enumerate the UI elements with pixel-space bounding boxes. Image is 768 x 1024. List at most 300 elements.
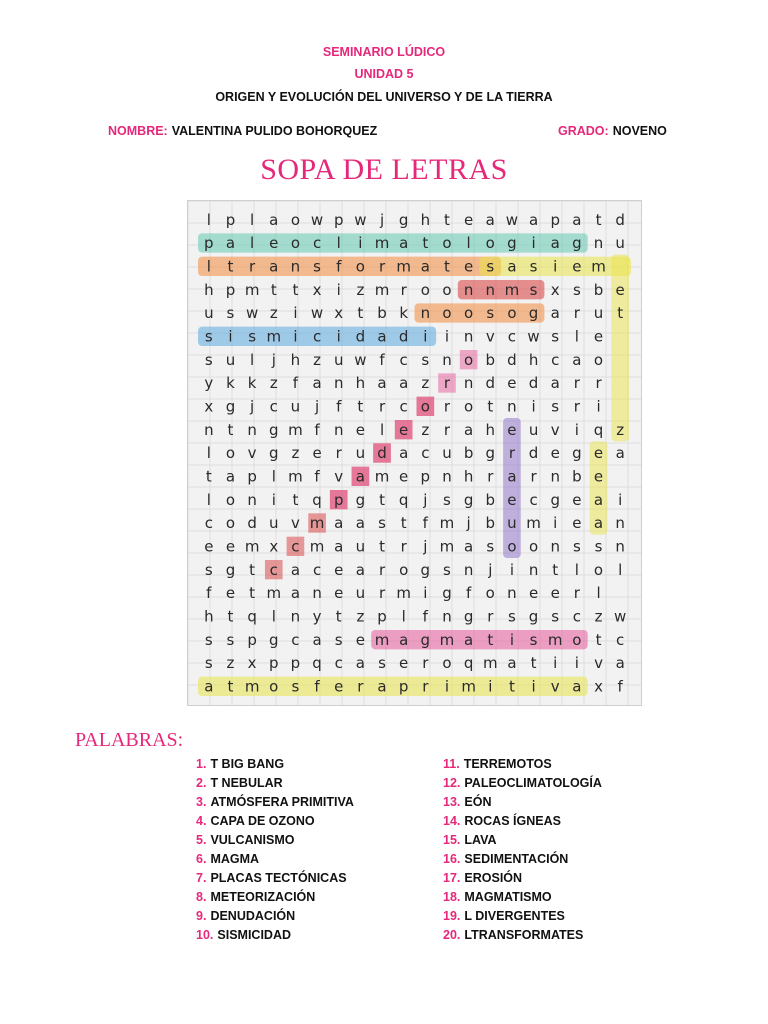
puzzle-letter: e	[464, 210, 474, 229]
puzzle-letter: f	[292, 374, 299, 393]
puzzle-letter: t	[617, 304, 624, 323]
puzzle-letter: o	[420, 397, 430, 416]
puzzle-letter: l	[206, 444, 211, 463]
puzzle-letter: u	[507, 514, 517, 533]
puzzle-letter: n	[463, 327, 474, 346]
puzzle-letter: e	[464, 257, 474, 276]
puzzle-letter: a	[615, 654, 625, 673]
word-number: 4.	[196, 814, 207, 828]
puzzle-letter: m	[244, 537, 260, 556]
grade-value: NOVENO	[612, 124, 667, 138]
puzzle-letter: v	[550, 420, 560, 439]
puzzle-letter: o	[593, 350, 604, 369]
puzzle-letter: v	[550, 677, 560, 696]
word-list-item	[443, 851, 602, 870]
puzzle-letter: r	[400, 537, 407, 556]
puzzle-letter: e	[334, 584, 344, 603]
word-number: 15.	[443, 833, 461, 847]
word-number: 14.	[443, 814, 461, 828]
puzzle-letter: w	[245, 304, 259, 323]
grade-label: GRADO:	[558, 124, 609, 138]
puzzle-letter: l	[250, 210, 255, 229]
puzzle-letter: m	[482, 654, 498, 673]
puzzle-letter: f	[465, 584, 472, 603]
puzzle-letter: a	[507, 654, 517, 673]
puzzle-letter: e	[615, 280, 625, 299]
puzzle-letter: z	[356, 280, 365, 299]
puzzle-letter: r	[443, 420, 451, 439]
puzzle-letter: t	[379, 490, 385, 509]
puzzle-letter: a	[593, 514, 604, 533]
puzzle-letter: p	[225, 280, 236, 299]
puzzle-letter: g	[225, 397, 236, 416]
puzzle-letter: t	[444, 210, 450, 229]
puzzle-letter: l	[250, 350, 255, 369]
puzzle-letter: d	[398, 327, 409, 346]
puzzle-letter: m	[396, 584, 411, 603]
puzzle-letter: r	[573, 304, 580, 323]
puzzle-letter: z	[594, 607, 603, 626]
puzzle-letter: s	[204, 560, 213, 579]
puzzle-letter: i	[358, 234, 363, 253]
puzzle-letter: g	[269, 420, 279, 439]
word-number: 9.	[196, 909, 207, 923]
puzzle-letter: i	[423, 584, 428, 603]
puzzle-letter: g	[442, 584, 452, 603]
word-list-item	[196, 794, 354, 813]
puzzle-letter: e	[572, 490, 582, 509]
puzzle-letter: o	[572, 630, 582, 649]
puzzle-letter: n	[550, 537, 560, 556]
puzzle-letter: t	[292, 280, 299, 299]
puzzle-letter: u	[225, 350, 236, 369]
word-list-item	[443, 908, 602, 927]
puzzle-letter: i	[553, 257, 558, 276]
puzzle-letter: e	[312, 444, 322, 463]
puzzle-letter: i	[293, 327, 298, 346]
puzzle-letter: c	[399, 397, 408, 416]
puzzle-letter: x	[550, 280, 560, 299]
puzzle-letter: m	[309, 537, 325, 556]
puzzle-letter: k	[399, 304, 409, 323]
puzzle-letter: g	[269, 444, 279, 463]
puzzle-letter: e	[507, 374, 517, 393]
puzzle-letter: s	[594, 537, 603, 556]
puzzle-letter: r	[573, 584, 580, 603]
puzzle-letter: w	[354, 210, 367, 229]
word-list-item	[443, 927, 602, 946]
puzzle-letter: a	[485, 210, 495, 229]
puzzle-letter: n	[442, 350, 452, 369]
puzzle-letter: s	[529, 630, 538, 649]
puzzle-letter: a	[269, 257, 279, 276]
word-text: SEDIMENTACIÓN	[464, 852, 569, 866]
puzzle-letter: e	[399, 467, 409, 486]
puzzle-letter: n	[204, 420, 214, 439]
puzzle-letter: l	[574, 327, 579, 346]
word-list-item	[443, 756, 602, 775]
puzzle-letter: m	[504, 280, 520, 299]
puzzle-letter: p	[333, 490, 344, 509]
puzzle-letter: s	[572, 280, 581, 299]
puzzle-letter: s	[443, 560, 451, 579]
puzzle-letter: m	[396, 257, 411, 276]
puzzle-letter: s	[443, 490, 451, 509]
puzzle-letter: i	[488, 677, 493, 696]
puzzle-letter: h	[485, 420, 496, 439]
puzzle-letter: t	[270, 280, 277, 299]
puzzle-letter: u	[528, 420, 539, 439]
puzzle-letter: w	[354, 350, 367, 369]
puzzle-letter: a	[572, 350, 582, 369]
puzzle-letter: x	[247, 654, 257, 673]
puzzle-letter: f	[206, 584, 212, 603]
puzzle-letter: s	[226, 304, 235, 323]
puzzle-letter: r	[530, 467, 537, 486]
puzzle-letter: t	[205, 467, 212, 486]
puzzle-letter: o	[485, 234, 495, 253]
puzzle-letter: l	[401, 607, 406, 626]
puzzle-letter: s	[486, 537, 495, 556]
puzzle-letter: i	[531, 397, 536, 416]
puzzle-letter: o	[464, 350, 474, 369]
puzzle-letter: z	[421, 420, 430, 439]
puzzle-letter: s	[226, 630, 235, 649]
puzzle-letter: j	[488, 560, 493, 579]
word-list-item	[443, 775, 602, 794]
puzzle-letter: r	[595, 374, 602, 393]
puzzle-letter: s	[486, 304, 495, 323]
puzzle-letter: m	[374, 234, 390, 253]
word-text: T NEBULAR	[210, 776, 283, 790]
puzzle-letter: e	[572, 514, 582, 533]
word-list-item	[443, 889, 602, 908]
word-list-item	[443, 813, 602, 832]
puzzle-letter: d	[528, 444, 539, 463]
puzzle-letter: n	[290, 257, 301, 276]
puzzle-letter: m	[374, 630, 390, 649]
puzzle-letter: p	[377, 607, 387, 626]
puzzle-letter: c	[269, 560, 278, 579]
highlight-stroke	[198, 233, 588, 252]
puzzle-letter: h	[463, 467, 474, 486]
puzzle-letter: n	[507, 397, 517, 416]
puzzle-letter: x	[269, 537, 279, 556]
puzzle-letter: t	[400, 514, 407, 533]
puzzle-letter: j	[423, 537, 428, 556]
puzzle-letter: g	[463, 607, 474, 626]
puzzle-letter: i	[423, 327, 428, 346]
puzzle-letter: t	[595, 630, 602, 649]
puzzle-letter: h	[290, 350, 301, 369]
puzzle-letter: a	[464, 630, 474, 649]
puzzle-letter: p	[247, 630, 257, 649]
puzzle-letter: c	[204, 514, 213, 533]
puzzle-letter: t	[379, 537, 385, 556]
puzzle-letter: g	[528, 304, 539, 323]
puzzle-letter: n	[247, 420, 257, 439]
puzzle-letter: c	[269, 397, 278, 416]
puzzle-letter: h	[420, 210, 431, 229]
puzzle-letter: r	[378, 397, 386, 416]
puzzle-letter: s	[421, 350, 430, 369]
puzzle-letter: c	[291, 537, 300, 556]
puzzle-letter: r	[422, 677, 429, 696]
puzzle-letter: c	[507, 327, 517, 346]
puzzle-letter: a	[550, 304, 560, 323]
puzzle-letter: s	[529, 280, 538, 299]
puzzle-letter: g	[269, 630, 279, 649]
puzzle-letter: z	[269, 304, 278, 323]
puzzle-letter: a	[204, 677, 214, 696]
puzzle-letter: s	[508, 607, 516, 626]
puzzle-letter: a	[550, 234, 560, 253]
puzzle-letter: s	[204, 327, 213, 346]
puzzle-letter: u	[593, 304, 604, 323]
puzzle-letter: o	[290, 234, 301, 253]
puzzle-letter: c	[312, 234, 322, 253]
puzzle-letter: s	[551, 327, 560, 346]
puzzle-letter: a	[312, 374, 322, 393]
puzzle-letter: g	[528, 607, 539, 626]
puzzle-letter: a	[290, 584, 301, 603]
word-number: 10.	[196, 928, 214, 942]
puzzle-letter: u	[355, 444, 366, 463]
puzzle-letter: h	[528, 350, 539, 369]
puzzle-letter: g	[550, 490, 560, 509]
words-heading: PALABRAS:	[75, 729, 184, 751]
puzzle-letter: a	[420, 257, 430, 276]
word-list-item	[196, 851, 354, 870]
puzzle-letter: i	[271, 490, 276, 509]
puzzle-letter: n	[485, 280, 496, 299]
puzzle-letter: i	[509, 630, 515, 649]
puzzle-letter: w	[310, 210, 324, 229]
word-list-item	[196, 870, 354, 889]
puzzle-letter: s	[334, 630, 343, 649]
puzzle-letter: e	[225, 584, 236, 603]
puzzle-letter: o	[464, 397, 474, 416]
puzzle-letter: o	[507, 304, 517, 323]
puzzle-letter: h	[204, 607, 214, 626]
puzzle-letter: l	[596, 584, 601, 603]
word-text: ROCAS ÍGNEAS	[464, 814, 561, 828]
puzzle-letter: m	[288, 467, 303, 486]
puzzle-letter: c	[572, 607, 581, 626]
puzzle-letter: b	[485, 350, 496, 369]
puzzle-letter: q	[398, 490, 409, 509]
puzzle-letter: n	[333, 420, 344, 439]
puzzle-letter: e	[225, 537, 236, 556]
puzzle-letter: a	[615, 444, 625, 463]
puzzle-letter: j	[379, 210, 385, 229]
word-number: 5.	[196, 833, 207, 847]
puzzle-letter: t	[227, 677, 234, 696]
puzzle-letter: s	[248, 327, 257, 346]
puzzle-letter: m	[461, 677, 476, 696]
puzzle-letter: s	[529, 257, 538, 276]
puzzle-letter: n	[615, 514, 625, 533]
puzzle-letter: i	[444, 327, 450, 346]
puzzle-letter: n	[290, 607, 301, 626]
puzzle-letter: g	[572, 444, 582, 463]
puzzle-letter: m	[288, 420, 303, 439]
puzzle-letter: n	[463, 374, 474, 393]
puzzle-letter: p	[247, 467, 257, 486]
word-text: L DIVERGENTES	[464, 909, 565, 923]
word-text: EROSIÓN	[464, 871, 523, 885]
puzzle-letter: d	[615, 210, 625, 229]
puzzle-letter: w	[505, 210, 519, 229]
puzzle-letter: v	[594, 654, 603, 673]
puzzle-letter: r	[573, 397, 580, 416]
puzzle-letter: n	[550, 467, 560, 486]
puzzle-letter: z	[616, 420, 625, 439]
word-number: 16.	[443, 852, 461, 866]
puzzle-letter: a	[572, 677, 582, 696]
puzzle-letter: t	[444, 257, 450, 276]
puzzle-letter: g	[463, 490, 474, 509]
puzzle-letter: r	[400, 280, 407, 299]
puzzle-letter: r	[443, 397, 451, 416]
puzzle-letter: w	[614, 607, 627, 626]
word-text: MAGMATISMO	[464, 890, 552, 904]
puzzle-letter: e	[593, 327, 604, 346]
puzzle-letter: e	[593, 467, 604, 486]
puzzle-letter: s	[204, 654, 213, 673]
puzzle-letter: q	[312, 654, 322, 673]
puzzle-letter: m	[266, 327, 282, 346]
puzzle-letter: e	[528, 584, 539, 603]
puzzle-letter: x	[312, 280, 322, 299]
puzzle-letter: z	[269, 374, 278, 393]
puzzle-letter: o	[485, 584, 495, 603]
word-number: 20.	[443, 928, 461, 942]
puzzle-letter: a	[399, 630, 409, 649]
puzzle-letter: a	[355, 514, 365, 533]
word-number: 13.	[443, 795, 461, 809]
puzzle-letter: a	[464, 537, 474, 556]
puzzle-letter: q	[463, 654, 474, 673]
word-list-item	[196, 908, 354, 927]
puzzle-letter: r	[335, 444, 342, 463]
puzzle-letter: x	[204, 397, 214, 416]
puzzle-letter: f	[336, 397, 342, 416]
puzzle-letter: t	[487, 630, 494, 649]
name-label: NOMBRE:	[108, 124, 168, 138]
puzzle-letter: s	[291, 677, 300, 696]
puzzle-letter: r	[443, 374, 451, 393]
puzzle-letter: t	[227, 607, 234, 626]
puzzle-letter: r	[573, 374, 580, 393]
puzzle-letter: n	[247, 490, 257, 509]
puzzle-letter: m	[439, 514, 455, 533]
puzzle-letter: g	[507, 234, 517, 253]
puzzle-letter: f	[314, 467, 320, 486]
puzzle-letter: f	[379, 350, 385, 369]
puzzle-letter: a	[399, 444, 409, 463]
puzzle-letter: a	[507, 467, 517, 486]
word-number: 17.	[443, 871, 461, 885]
puzzle-letter: a	[269, 210, 279, 229]
word-number: 2.	[196, 776, 207, 790]
word-number: 18.	[443, 890, 461, 904]
word-list-item	[443, 870, 602, 889]
puzzle-letter: o	[399, 560, 409, 579]
puzzle-letter: e	[507, 490, 517, 509]
puzzle-letter: a	[377, 327, 387, 346]
puzzle-letter: a	[377, 374, 387, 393]
puzzle-letter: v	[485, 327, 495, 346]
puzzle-letter: r	[487, 607, 494, 626]
puzzle-letter: n	[615, 537, 625, 556]
puzzle-letter: m	[439, 630, 455, 649]
puzzle-letter: l	[271, 607, 276, 626]
puzzle-letter: l	[271, 467, 276, 486]
puzzle-letter: a	[225, 234, 236, 253]
puzzle-letter: o	[442, 304, 452, 323]
puzzle-letter: y	[312, 607, 322, 626]
puzzle-letter: d	[377, 444, 387, 463]
puzzle-letter: i	[574, 654, 579, 673]
puzzle-letter: i	[509, 560, 515, 579]
puzzle-letter: o	[290, 210, 301, 229]
page-title: SOPA DE LETRAS	[260, 153, 508, 186]
puzzle-letter: o	[225, 444, 236, 463]
puzzle-letter: p	[398, 677, 409, 696]
puzzle-letter: z	[356, 607, 365, 626]
puzzle-letter: v	[247, 444, 257, 463]
puzzle-letter: i	[531, 234, 536, 253]
word-number: 12.	[443, 776, 461, 790]
word-number: 7.	[196, 871, 207, 885]
puzzle-letter: e	[399, 654, 409, 673]
puzzle-letter: k	[226, 374, 235, 393]
puzzle-letter: i	[293, 304, 298, 323]
puzzle-letter: i	[596, 397, 601, 416]
puzzle-letter: a	[399, 234, 409, 253]
word-list-item	[196, 889, 354, 908]
puzzle-letter: s	[572, 537, 581, 556]
puzzle-letter: a	[355, 560, 365, 579]
puzzle-letter: o	[225, 490, 236, 509]
puzzle-letter: o	[442, 280, 452, 299]
word-list-item	[196, 813, 354, 832]
puzzle-letter: e	[334, 560, 344, 579]
puzzle-letter: t	[357, 397, 364, 416]
puzzle-letter: f	[422, 514, 428, 533]
word-text: ATMÓSFERA PRIMITIVA	[210, 795, 354, 809]
puzzle-letter: a	[550, 374, 560, 393]
puzzle-letter: j	[250, 397, 255, 416]
puzzle-letter: r	[378, 584, 386, 603]
puzzle-letter: f	[617, 677, 623, 696]
puzzle-letter: o	[464, 304, 474, 323]
puzzle-letter: a	[334, 537, 344, 556]
puzzle-letter: n	[528, 560, 539, 579]
puzzle-letter: c	[312, 327, 322, 346]
puzzle-letter: n	[593, 234, 604, 253]
puzzle-letter: n	[442, 607, 452, 626]
puzzle-letter: m	[266, 584, 282, 603]
puzzle-letter: b	[485, 490, 496, 509]
puzzle-letter: g	[420, 630, 431, 649]
puzzle-letter: n	[507, 584, 517, 603]
puzzle-letter: c	[616, 630, 625, 649]
puzzle-letter: q	[312, 490, 322, 509]
puzzle-letter: r	[249, 257, 256, 276]
puzzle-letter: b	[463, 444, 474, 463]
